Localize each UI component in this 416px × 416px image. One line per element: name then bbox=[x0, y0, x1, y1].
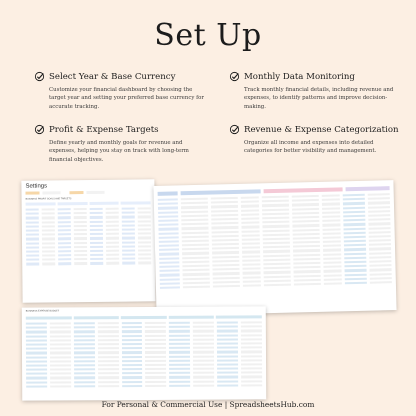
feature-heading: Select Year & Base Currency bbox=[49, 71, 176, 82]
check-circle-icon bbox=[229, 124, 240, 135]
budget-section-label: BUSINESS EXPENSE BUDGET bbox=[25, 310, 60, 313]
footer-credit: For Personal & Commercial Use | SpreadsheetsHub.com bbox=[101, 400, 315, 409]
categories-sheet-preview bbox=[153, 180, 396, 316]
feature-year-currency bbox=[34, 71, 204, 111]
settings-sheet-preview bbox=[21, 179, 155, 302]
feature-description: Customize your financial dashboard by choosing the target year and setting your preferred base currency for accurate tracking. bbox=[49, 87, 204, 110]
feature-description: Track monthly financial details, including revenue and expenses, to identify patterns and improve decision-making. bbox=[244, 87, 394, 110]
budget-sheet-preview bbox=[22, 306, 266, 400]
page-title: Set Up bbox=[154, 18, 262, 53]
feature-heading: Revenue & Expense Categorization bbox=[244, 124, 399, 135]
settings-section-label: BUSINESS PROFIT GOALS AND TARGETS bbox=[25, 198, 72, 201]
feature-description: Define yearly and monthly goals for revenue and expenses, helping you stay on track with long-term financial objectives. bbox=[49, 140, 189, 163]
check-circle-icon bbox=[34, 71, 45, 82]
feature-description: Organize all income and expenses into detailed categories for better visibility and management. bbox=[244, 140, 377, 155]
check-circle-icon bbox=[34, 124, 45, 135]
feature-monthly-monitoring bbox=[229, 71, 399, 111]
feature-heading: Monthly Data Monitoring bbox=[244, 71, 355, 82]
feature-targets bbox=[34, 124, 204, 164]
feature-heading: Profit & Expense Targets bbox=[49, 124, 159, 135]
settings-title: Settings bbox=[25, 183, 48, 190]
feature-categorization bbox=[229, 124, 399, 156]
check-circle-icon bbox=[229, 71, 240, 82]
